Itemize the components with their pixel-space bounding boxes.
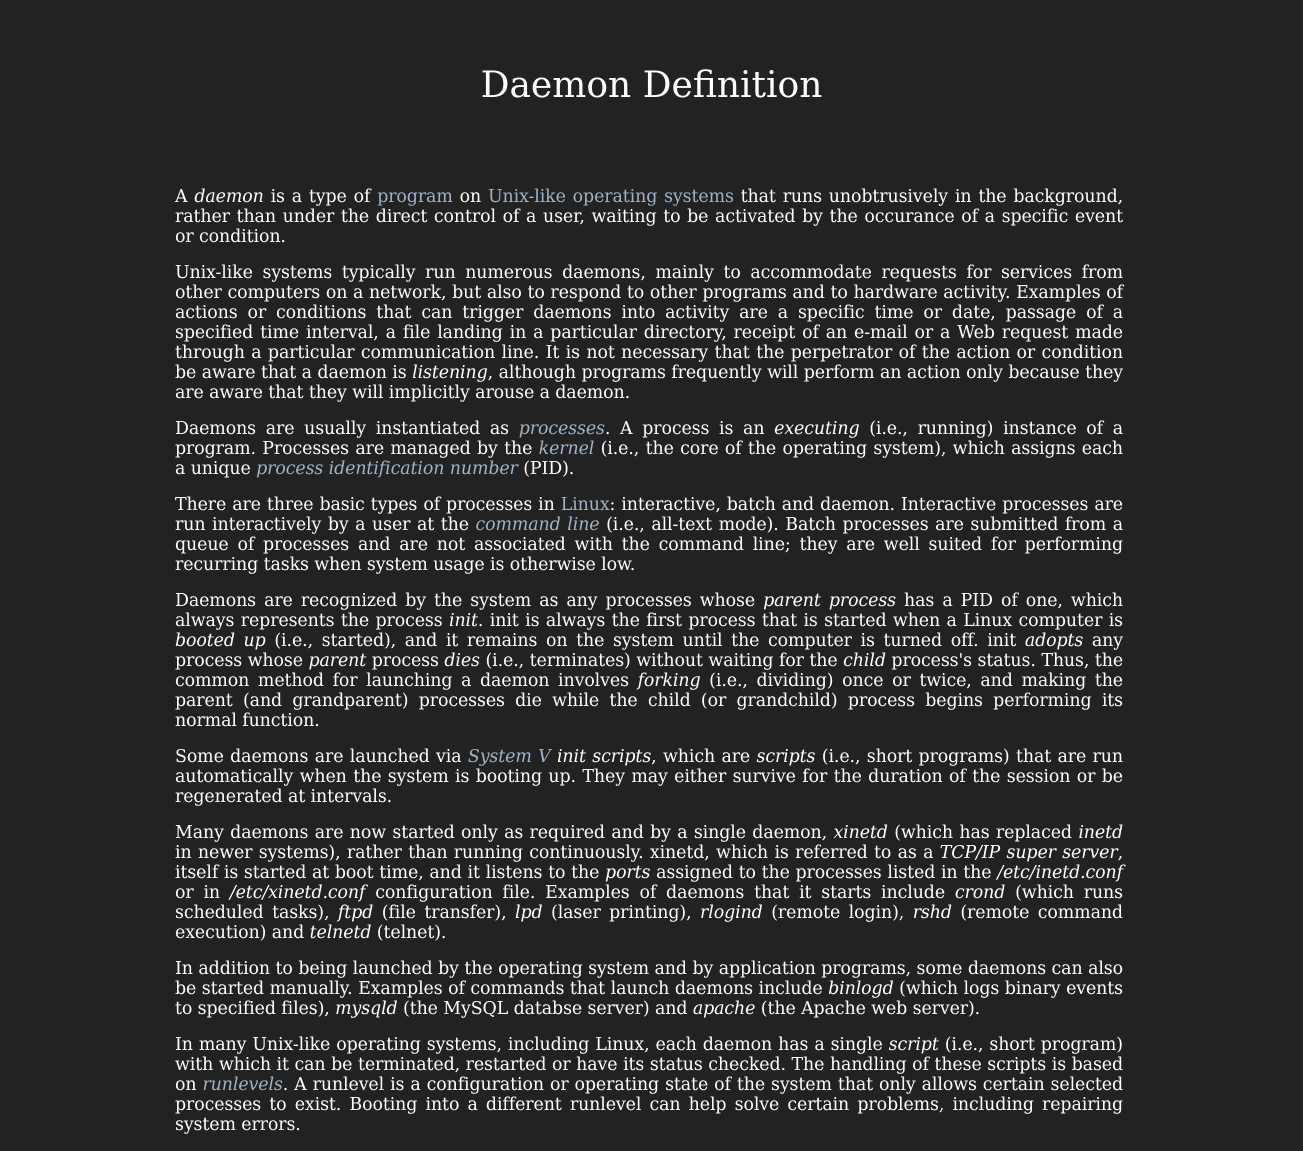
emphasis-text: /etc/inetd.conf xyxy=(997,863,1123,883)
paragraph xyxy=(175,1035,1123,1135)
emphasis-text: ports xyxy=(605,863,651,883)
emphasis-text: booted up xyxy=(175,631,266,651)
text-run: has a PID of one, which always represents the process xyxy=(175,591,1123,631)
text-run: (i.e., dividing) once or twice, and making the parent (and grandparent) processes die while the child (or grandchild) process begins performing its normal function. xyxy=(175,671,1124,731)
paragraph xyxy=(175,495,1123,575)
emphasis-text: executing xyxy=(774,419,860,439)
inline-link[interactable]: processes xyxy=(518,419,605,439)
text-run: any process whose xyxy=(175,631,1124,671)
emphasis-text: TCP/IP super server xyxy=(939,843,1118,863)
text-run: There are three basic types of processes in xyxy=(175,495,561,515)
text-run: process xyxy=(366,651,445,671)
text-run: . A process is an xyxy=(604,419,775,439)
text-run: (i.e., running) instance of a program. Processes are managed by the xyxy=(175,419,1124,459)
emphasis-text: dies xyxy=(444,651,480,671)
emphasis-text: init xyxy=(449,611,478,631)
emphasis-text: inetd xyxy=(1078,823,1123,843)
emphasis-text: ftpd xyxy=(337,903,374,923)
emphasis-text: /etc/xinetd.conf xyxy=(229,883,366,903)
paragraph xyxy=(175,263,1123,403)
text-run: Some daemons are launched via xyxy=(175,747,468,767)
text-run: (telnet). xyxy=(371,923,447,943)
text-run: is a type of xyxy=(263,187,378,207)
text-run: Daemons are recognized by the system as any processes whose xyxy=(175,591,764,611)
text-run: Many daemons are now started only as required and by a single daemon, xyxy=(175,823,834,843)
inline-link[interactable]: command line xyxy=(475,515,600,535)
text-run: In addition to being launched by the operating system and by application programs, some daemons can also be started manually. Examples of commands that launch daemons include xyxy=(175,959,1123,999)
inline-link[interactable]: Unix-like operating systems xyxy=(487,187,734,207)
text-run: (i.e., short program) with which it can be terminated, restarted or have its status checked. The handling of these scripts is based on xyxy=(175,1035,1123,1095)
inline-link[interactable]: Linux xyxy=(560,495,610,515)
text-run: configuration file. Examples of daemons that it starts include xyxy=(365,883,955,903)
text-run: . init is always the first process that is started when a Linux computer is xyxy=(477,611,1123,631)
text-run: (PID). xyxy=(517,459,575,479)
text-run: (which has replaced xyxy=(887,823,1079,843)
emphasis-text: listening xyxy=(412,363,488,383)
text-run: (i.e., terminates) without waiting for the xyxy=(479,651,844,671)
text-run: (i.e., the core of the operating system), which assigns each a unique xyxy=(175,439,1124,479)
emphasis-text: telnetd xyxy=(309,923,372,943)
text-run: (the Apache web server). xyxy=(755,999,981,1019)
inline-link[interactable]: runlevels xyxy=(202,1075,283,1095)
emphasis-text: xinetd xyxy=(833,823,888,843)
inline-link[interactable]: kernel xyxy=(538,439,595,459)
text-run: on xyxy=(452,187,488,207)
text-run: or in xyxy=(175,883,230,903)
emphasis-text: lpd xyxy=(514,903,543,923)
text-run: (i.e., short programs) that are run automatically when the system is booting up. They may either survive for the duration of the session or be regenerated at intervals. xyxy=(175,747,1123,807)
text-run: A xyxy=(175,187,195,207)
text-run: (which runs scheduled tasks), xyxy=(175,883,1123,923)
text-run: that runs unobtrusively in the background, rather than under the direct control of a user, waiting to be activated by the occurance of a specific event or condition. xyxy=(175,187,1124,247)
emphasis-text: script xyxy=(888,1035,939,1055)
text-run: In many Unix-like operating systems, including Linux, each daemon has a single xyxy=(175,1035,889,1055)
emphasis-text: child xyxy=(843,651,886,671)
emphasis-text: rlogind xyxy=(700,903,763,923)
inline-link[interactable]: program xyxy=(377,187,453,207)
emphasis-text: mysqld xyxy=(335,999,398,1019)
paragraph xyxy=(175,959,1123,1019)
text-run: , itself is started at boot time, and it listens to the xyxy=(175,843,1123,883)
emphasis-text: crond xyxy=(954,883,1006,903)
text-run: , although programs frequently will perform an action only because they are aware that they will implicitly arouse a daemon. xyxy=(175,363,1123,403)
text-run: . A runlevel is a configuration or operating state of the system that only allows certain selected processes to exist. Booting into a different runlevel can help solve certain problems, including repairing system errors. xyxy=(175,1075,1123,1135)
text-run: : interactive, batch and daemon. Interactive processes are run interactively by a user at the xyxy=(175,495,1123,535)
text-run: Unix-like systems typically run numerous daemons, mainly to accommodate requests for services from other computers on a network, but also to respond to other programs and to hardware activity. Examples of actions or conditions that can trigger daemons into activity are a specific time or date, passage of a specified time interval, a file landing in a particular directory, receipt of an e-mail or a Web request made through a particular communication line. It is not necessary that the perpetrator of the action or condition be aware that a daemon is xyxy=(175,263,1123,383)
emphasis-text: parent process xyxy=(763,591,896,611)
text-run: (i.e., started), and it remains on the system until the computer is turned off. init xyxy=(265,631,1025,651)
emphasis-text: rshd xyxy=(912,903,952,923)
emphasis-text: daemon xyxy=(194,187,264,207)
text-run: in newer systems), rather than running continuously. xinetd, which is referred to as a xyxy=(175,843,940,863)
text-run: (remote login), xyxy=(762,903,913,923)
text-run: (the MySQL databse server) and xyxy=(397,999,693,1019)
page-title: Daemon Definition xyxy=(480,65,823,106)
text-run: (which logs binary events to specified files), xyxy=(175,979,1123,1019)
inline-link[interactable]: process identification number xyxy=(256,459,518,479)
text-run: Daemons are usually instantiated as xyxy=(175,419,519,439)
emphasis-text: apache xyxy=(692,999,756,1019)
emphasis-text: init scripts xyxy=(556,747,652,767)
emphasis-text: forking xyxy=(637,671,701,691)
text-run: process's status. Thus, the common method for launching a daemon involves xyxy=(175,651,1124,691)
article-body xyxy=(175,187,1123,1151)
text-run: assigned to the processes listed in the xyxy=(650,863,998,883)
paragraph xyxy=(175,419,1123,479)
inline-link[interactable]: System V xyxy=(467,747,551,767)
text-run: (laser printing), xyxy=(542,903,701,923)
paragraph xyxy=(175,187,1123,247)
text-run: (remote command execution) and xyxy=(175,903,1123,943)
paragraph xyxy=(175,591,1123,731)
text-run: (i.e., all-text mode). Batch processes are submitted from a queue of processes and are not associated with the command line; they are well suited for performing recurring tasks when system usage is otherwise low. xyxy=(175,515,1123,575)
paragraph xyxy=(175,823,1123,943)
emphasis-text: scripts xyxy=(756,747,816,767)
text-run: , which are xyxy=(651,747,757,767)
emphasis-text: parent xyxy=(308,651,367,671)
paragraph xyxy=(175,747,1123,807)
text-run: (file transfer), xyxy=(373,903,515,923)
emphasis-text: binlogd xyxy=(828,979,894,999)
emphasis-text: adopts xyxy=(1024,631,1084,651)
